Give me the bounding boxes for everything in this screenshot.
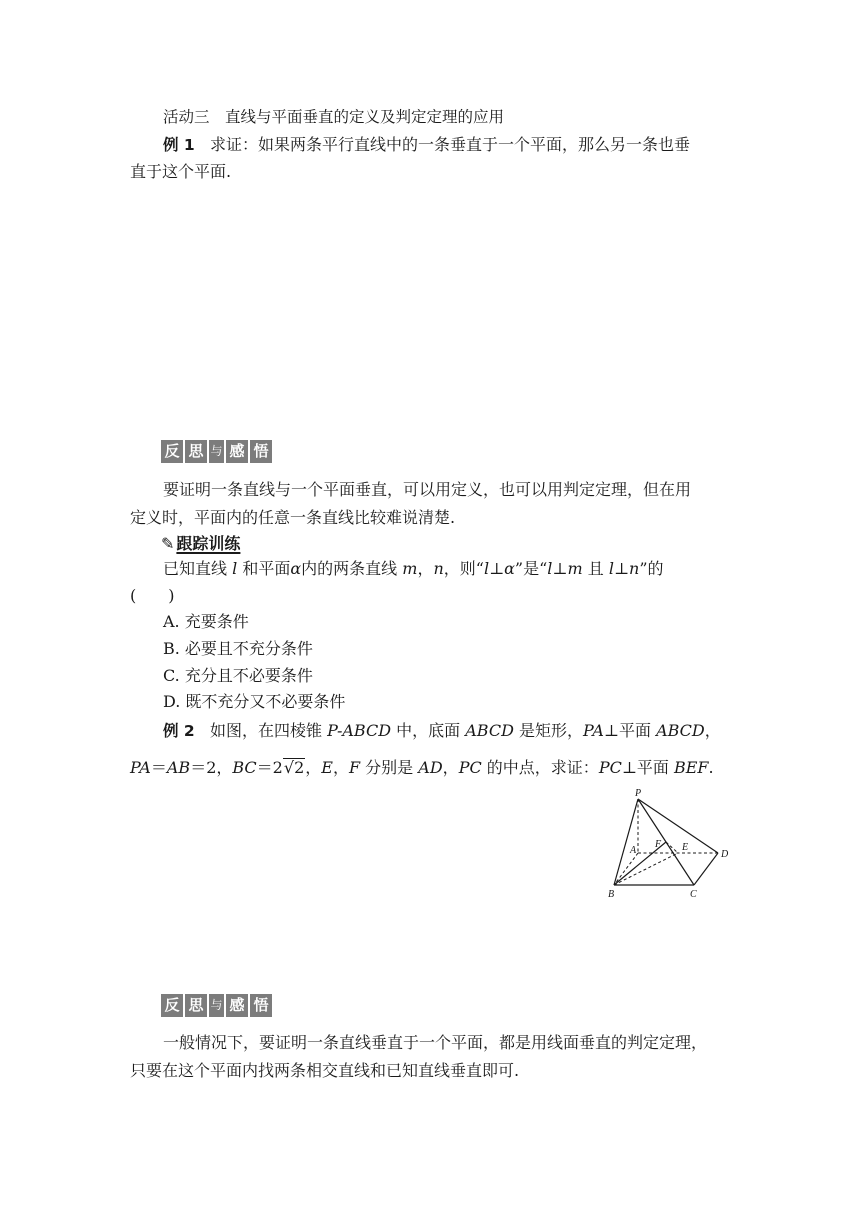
label-f: F	[655, 839, 662, 850]
edge-pd	[638, 799, 718, 853]
reflection-text: 要证明一条直线与一个平面垂直，可以用定义，也可以用判定定理，但在用	[163, 480, 692, 499]
answer-blank: ( )	[130, 586, 175, 605]
option-a: A. 充要条件	[163, 612, 249, 631]
tag-char: 感	[226, 994, 248, 1017]
label-d: D	[721, 849, 729, 860]
option-b: B. 必要且不充分条件	[163, 639, 313, 658]
tag-char: 悟	[250, 994, 272, 1017]
tag-char: 反	[161, 440, 183, 463]
tag-char: 反	[161, 994, 183, 1017]
example-1-label: 例 1	[163, 136, 195, 154]
label-e: E	[682, 842, 689, 853]
label-b: B	[608, 889, 615, 900]
tag-char: 悟	[250, 440, 272, 463]
edge-ab	[614, 853, 638, 885]
tracking-title: ✎ 跟踪训练	[161, 534, 241, 553]
reflection-2-text: 一般情况下，要证明一条直线垂直于一个平面，都是用线面垂直的判定定理，	[163, 1033, 708, 1052]
section-heading: 活动三 直线与平面垂直的定义及判定定理的应用	[163, 108, 505, 126]
example-1	[163, 134, 763, 156]
pen-icon: ✎	[161, 534, 175, 553]
option-d: D. 既不充分又不必要条件	[163, 692, 346, 711]
example-2: 例 2 如图，在四棱锥 P-ABCD 中，底面 ABCD 是矩形，PA⊥平面 ABCD，	[163, 721, 721, 740]
label-p: P	[635, 788, 642, 799]
exercise-stem: 已知直线 l 和平面α内的两条直线 m，n，则“l⊥α”是“l⊥m 且 l⊥n”的	[163, 559, 664, 578]
tag-char: 与	[209, 994, 224, 1017]
tag-char: 与	[209, 440, 224, 463]
reflection-text-cont: 定义时，平面内的任意一条直线比较难说清楚.	[130, 508, 456, 527]
tag-char: 思	[185, 994, 207, 1017]
edge-cd	[694, 853, 718, 885]
example-2-label: 例 2	[163, 722, 195, 740]
pyramid-figure	[600, 785, 740, 905]
sqrt-2: √2	[283, 758, 305, 777]
example-2-cont: PA＝AB＝2，BC＝2√2，E，F 分别是 AD，PC 的中点，求证：PC⊥平面 BEF.	[130, 758, 714, 777]
reflection-tag	[161, 440, 272, 463]
reflection-2-text-cont: 只要在这个平面内找两条相交直线和已知直线垂直即可.	[130, 1061, 520, 1080]
option-c: C. 充分且不必要条件	[163, 666, 313, 685]
label-c: C	[690, 889, 697, 900]
tag-char: 思	[185, 440, 207, 463]
edge-pb	[614, 799, 638, 885]
reflection-tag-2	[161, 994, 272, 1017]
tag-char: 感	[226, 440, 248, 463]
example-1-text: 求证：如果两条平行直线中的一条垂直于一个平面，那么另一条也垂	[209, 135, 690, 154]
example-1-text-cont: 直于这个平面.	[130, 162, 232, 181]
label-a: A	[630, 845, 637, 856]
